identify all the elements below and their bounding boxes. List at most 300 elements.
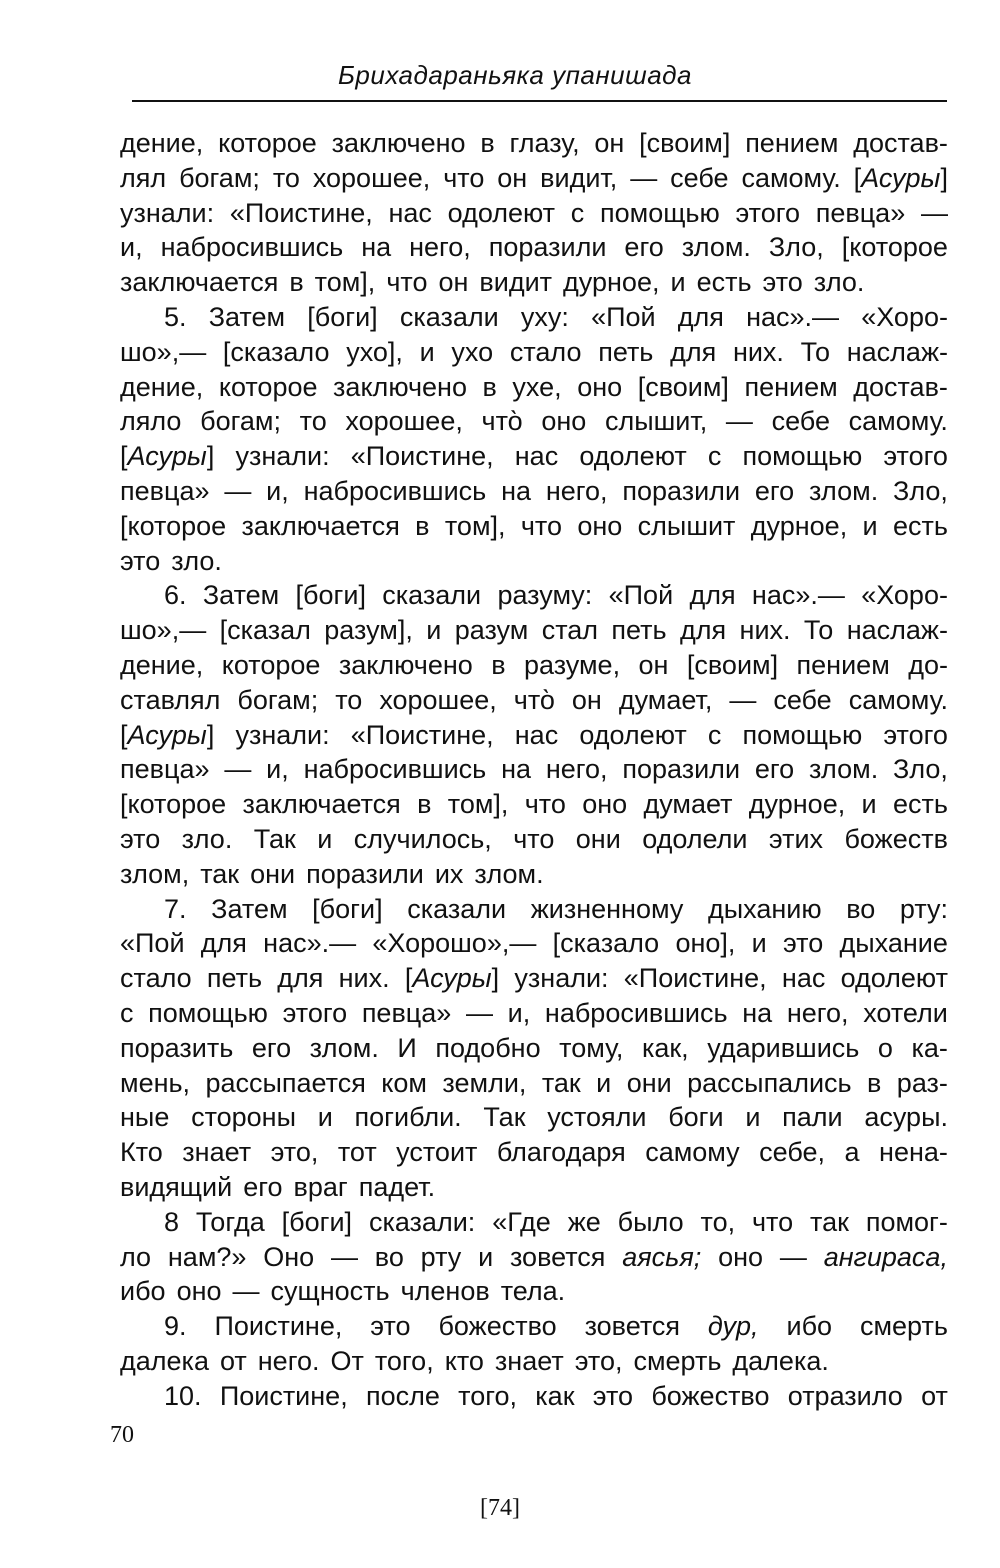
text-line (120, 926, 948, 961)
text-line (120, 474, 948, 509)
text-line (120, 648, 948, 683)
text-line (120, 1379, 948, 1414)
word: что (443, 162, 485, 193)
word: асуры. (864, 1102, 948, 1133)
word: что̀ (513, 684, 555, 715)
word: во (374, 1241, 404, 1272)
word: одолеют (840, 963, 948, 994)
text-line (120, 404, 948, 439)
word: ибо (120, 1276, 166, 1307)
word: и (478, 1241, 494, 1272)
word: для (277, 963, 324, 994)
text-line (120, 230, 948, 265)
word: — (224, 475, 252, 506)
word: их (434, 858, 464, 889)
word: заключается (242, 789, 401, 820)
word: него, (545, 754, 608, 785)
word: нас».— (746, 301, 840, 332)
word: после (365, 1380, 440, 1411)
word: наслаж- (846, 336, 948, 367)
word: членов (400, 1276, 490, 1307)
word: в (480, 128, 495, 158)
word: разуме, (523, 649, 621, 680)
word: хорошее, (379, 684, 497, 715)
word: устоит (396, 1137, 478, 1168)
text-line (120, 335, 948, 370)
text-line (120, 613, 948, 648)
word: «Где (492, 1206, 551, 1237)
word: от (921, 1380, 948, 1411)
word: стало (509, 336, 582, 367)
word: сказали: (368, 1206, 476, 1237)
word: это (762, 267, 803, 298)
word: дыхание (839, 928, 948, 959)
word: стороны (191, 1102, 296, 1133)
word: же (567, 1206, 601, 1237)
word: божество (651, 1380, 770, 1411)
word: подобно (435, 1032, 541, 1063)
word: Зло, (768, 232, 824, 263)
word: погибли. (354, 1102, 462, 1133)
word: то, (700, 1206, 736, 1237)
word: его (624, 232, 664, 263)
word: смерть (633, 1345, 722, 1376)
word: ком (381, 1067, 427, 1098)
word: петь (611, 615, 667, 646)
word: и (670, 267, 686, 298)
word: он (438, 267, 469, 298)
word: набросившись (160, 232, 344, 263)
word: том], (314, 267, 376, 298)
word: [боги] (281, 1206, 353, 1237)
word: набросившись (303, 754, 487, 785)
word: ударившись (707, 1032, 860, 1063)
word: ухо], (346, 336, 403, 367)
word: того, (374, 1345, 434, 1376)
word: ка- (911, 1032, 948, 1063)
text-line (120, 300, 948, 335)
word: шо»,— (120, 615, 207, 646)
word: мень, (120, 1067, 191, 1098)
word: рассыпается (205, 1067, 366, 1098)
word: поразили (622, 754, 741, 785)
word: что (513, 823, 555, 854)
word: боги (668, 1102, 724, 1133)
word: них. (338, 963, 390, 994)
word: на (501, 475, 531, 506)
word: себе (670, 162, 729, 193)
word: дур, (707, 1311, 759, 1342)
word: это (120, 545, 161, 576)
word: — (729, 684, 757, 715)
word: нас».— (751, 580, 845, 611)
word: разум], (324, 615, 413, 646)
word: а (844, 1137, 860, 1168)
word: — (779, 1241, 807, 1272)
word: и (317, 823, 333, 854)
word: для (689, 580, 736, 611)
text-line (120, 892, 948, 927)
word: оно (718, 1241, 764, 1272)
word: Затем (202, 580, 280, 611)
text-line (120, 509, 948, 544)
word: Поистине, (219, 1380, 348, 1411)
word: Оно (263, 1241, 315, 1272)
word: [Асуры] (120, 719, 215, 750)
word: ло (120, 1241, 152, 1272)
word: думает, (618, 684, 713, 715)
word: «Хоро- (861, 301, 948, 332)
word: них. (732, 336, 784, 367)
text-line (120, 683, 948, 718)
word: заключено (331, 128, 466, 158)
page-number: 70 (110, 1422, 134, 1448)
word: — (232, 1276, 260, 1307)
word: он (497, 162, 528, 193)
word: отразило (787, 1380, 903, 1411)
word: «Поистине, (350, 719, 494, 750)
word: что̀ (481, 406, 523, 437)
word: дурное, (750, 510, 848, 541)
word: с (570, 197, 585, 228)
word: — (465, 997, 493, 1028)
text-line (120, 787, 948, 822)
word: что (751, 1206, 794, 1237)
word: заключается (120, 267, 279, 298)
text-line (120, 370, 948, 405)
word: оно (541, 406, 587, 437)
word: его (243, 1171, 283, 1202)
word: помощью (742, 719, 863, 750)
word: в (482, 371, 497, 402)
word: поразили (488, 232, 607, 263)
word: с (707, 441, 722, 472)
word: которое (218, 371, 318, 402)
word: на (742, 997, 773, 1028)
word: ибо (786, 1311, 833, 1342)
word: раз- (896, 1067, 948, 1098)
word: видит (479, 267, 553, 298)
word: зовется (584, 1311, 680, 1342)
word: в (417, 789, 432, 820)
word: ляло (120, 406, 182, 437)
word: оно (176, 1276, 222, 1307)
word: самому. (848, 684, 948, 715)
word: том], (444, 510, 506, 541)
word: далека. (732, 1345, 829, 1376)
word: Затем (211, 893, 288, 924)
word: и (751, 928, 767, 959)
word: которое (218, 128, 317, 158)
word: «Хоро- (861, 580, 948, 611)
word: он (594, 128, 625, 158)
word: нас (781, 963, 826, 994)
word: — (224, 754, 252, 785)
word: думает (643, 789, 733, 820)
word: знает (182, 1137, 252, 1168)
word: и (317, 1102, 333, 1133)
word: так (541, 1067, 581, 1098)
word: них. (739, 615, 791, 646)
word: которое (221, 649, 321, 680)
word: так (200, 858, 240, 889)
word: этих (768, 823, 824, 854)
word: дение, (120, 649, 204, 680)
text-line (120, 1100, 948, 1135)
word: злом. (808, 754, 879, 785)
word: далека (120, 1345, 209, 1376)
word: они (626, 1067, 672, 1098)
word: него, (786, 997, 849, 1028)
word: [своим] (639, 128, 731, 158)
word: [своим] (637, 371, 729, 402)
word: это, (574, 1345, 623, 1376)
word: 5. (164, 301, 187, 332)
word: него, (545, 475, 608, 506)
word: наслаж- (846, 615, 948, 646)
word: это, (270, 1137, 319, 1168)
word: хотели (863, 997, 948, 1028)
word: в (289, 267, 304, 298)
text-line (120, 1309, 948, 1344)
word: пением (745, 128, 839, 158)
text-line (120, 961, 948, 996)
word: том], (447, 789, 509, 820)
word: смерть (859, 1311, 948, 1342)
word: во (846, 893, 876, 924)
word: его (754, 754, 795, 785)
word: Поистине, (214, 1311, 343, 1342)
word: аясья; (622, 1241, 702, 1272)
word: поразить (120, 1032, 234, 1063)
word: зовется (509, 1241, 606, 1272)
word: для (677, 301, 724, 332)
word: певца» (815, 197, 906, 228)
word: одолеют (579, 719, 687, 750)
word: — (330, 1241, 358, 1272)
word: «Пой (608, 580, 674, 611)
scan-page-number: [74] (480, 1495, 520, 1521)
word: пением (796, 649, 890, 680)
word: и (745, 1102, 761, 1133)
word: оно (577, 371, 623, 402)
word: это (592, 1380, 634, 1411)
word: оно (582, 789, 628, 820)
word: набросившись (303, 475, 487, 506)
word: него. (257, 1345, 320, 1376)
word: это (782, 928, 824, 959)
word: в (415, 510, 430, 541)
word: ангираса, (823, 1241, 948, 1272)
text-line (120, 544, 948, 579)
word: слышит, (604, 406, 708, 437)
word: его (754, 475, 795, 506)
word: злом. (474, 858, 544, 889)
word: что (520, 510, 563, 541)
word: то (335, 684, 363, 715)
word: [Асуры] (120, 441, 215, 472)
text-line (120, 1170, 948, 1205)
word: его (251, 1032, 292, 1063)
word: помощью (600, 197, 720, 228)
word: пали (782, 1102, 843, 1133)
word: [которое (841, 232, 948, 263)
word: оно], (675, 928, 736, 959)
word: 10. (164, 1380, 202, 1411)
word: что (386, 267, 428, 298)
word: [сказал (219, 615, 311, 646)
word: Зло, (893, 475, 948, 506)
word: злом, (120, 858, 190, 889)
word: божество (438, 1311, 557, 1342)
word: [своим] (686, 649, 779, 680)
word: «Пой (591, 301, 656, 332)
word: одолеют (447, 197, 556, 228)
word: ухе, (512, 371, 562, 402)
running-head (132, 58, 947, 102)
word: случилось, (353, 823, 492, 854)
word: и (419, 336, 435, 367)
word: одолели (642, 823, 748, 854)
word: [Асуры] (404, 963, 500, 994)
word: петь (598, 336, 654, 367)
word: — (920, 197, 948, 228)
word: самому (645, 1137, 740, 1168)
word: [боги] (312, 893, 383, 924)
word: и, (120, 232, 143, 263)
word: как (535, 1380, 575, 1411)
word: певца» (361, 997, 452, 1028)
word: заключено (338, 649, 473, 680)
word: тот (337, 1137, 377, 1168)
word: сказали (407, 893, 507, 924)
text-line (120, 1066, 948, 1101)
word: петь (206, 963, 263, 994)
word: земли, (442, 1067, 527, 1098)
text-line (120, 439, 948, 474)
word: помощью (742, 441, 863, 472)
word: он (571, 684, 602, 715)
word: 7. (164, 893, 187, 924)
word: узнали: (514, 963, 609, 994)
word: зло. (813, 267, 865, 298)
word: злом. (808, 475, 879, 506)
text-body (120, 126, 948, 1413)
word: «Поистине, (350, 441, 494, 472)
word: ные (120, 1102, 170, 1133)
word: как, (641, 1032, 689, 1063)
word: и (862, 510, 878, 541)
word: падет. (358, 1171, 436, 1202)
word: него, (409, 232, 471, 263)
word: злом. (681, 232, 751, 263)
word: «Поистине, (623, 963, 767, 994)
word: дение, (120, 371, 204, 402)
word: уху: (520, 301, 569, 332)
word: достав- (853, 371, 948, 402)
text-line (120, 822, 948, 857)
word: слышит (637, 510, 736, 541)
word: до- (908, 649, 948, 680)
word: рассыпались (687, 1067, 852, 1098)
text-line (120, 1031, 948, 1066)
word: нам?» (167, 1241, 247, 1272)
word: было (617, 1206, 684, 1237)
word: рту (420, 1241, 462, 1272)
word: то (272, 162, 300, 193)
word: узнали: (235, 719, 330, 750)
word: так (810, 1206, 849, 1237)
word: рту: (899, 893, 948, 924)
word: нас (514, 441, 559, 472)
word: достав- (853, 128, 948, 158)
word: «Поистине, (229, 197, 373, 228)
word: [Асуры] (853, 162, 948, 193)
word: для (670, 336, 717, 367)
text-line (120, 1240, 948, 1275)
word: заключено (333, 371, 467, 402)
word: помог- (865, 1206, 948, 1237)
word: Зло, (893, 754, 948, 785)
word: самому. (741, 162, 841, 193)
word: — (725, 406, 753, 437)
word: хорошее, (312, 162, 431, 193)
word: есть (892, 789, 948, 820)
text-line (120, 161, 948, 196)
text-line (120, 1205, 948, 1240)
word: благодаря (496, 1137, 626, 1168)
word: и, (507, 997, 531, 1028)
word: зло. (181, 823, 233, 854)
word: глазу, (509, 128, 580, 158)
word: шо»,— (120, 336, 207, 367)
word: И (397, 1032, 417, 1063)
word: дыханию (707, 893, 822, 924)
word: этого (883, 719, 948, 750)
word: этого (735, 197, 801, 228)
word: и (861, 789, 877, 820)
word: тому, (559, 1032, 624, 1063)
text-line (120, 578, 948, 613)
text-line (120, 126, 948, 161)
word: дение, (120, 128, 204, 158)
word: поразили (622, 475, 741, 506)
word: поразили (306, 858, 424, 889)
word: он (638, 649, 669, 680)
word: кто (444, 1345, 484, 1376)
text-line (120, 265, 948, 300)
word: дурное, (563, 267, 660, 298)
word: на (501, 754, 531, 785)
word: они (250, 858, 296, 889)
word: Кто (120, 1137, 163, 1168)
word: знает (494, 1345, 564, 1376)
word: зло. (171, 545, 222, 576)
word: 8 (164, 1206, 180, 1237)
word: есть (696, 267, 752, 298)
text-line (120, 1135, 948, 1170)
word: враг (293, 1171, 348, 1202)
word: разум (454, 615, 529, 646)
word: ухо (451, 336, 494, 367)
word: набросившись (544, 997, 728, 1028)
word: от (219, 1345, 247, 1376)
word: лял (120, 162, 167, 193)
word: это (120, 823, 161, 854)
word: нас».— (263, 928, 357, 959)
word: и (596, 1067, 612, 1098)
word: оно (577, 510, 623, 541)
